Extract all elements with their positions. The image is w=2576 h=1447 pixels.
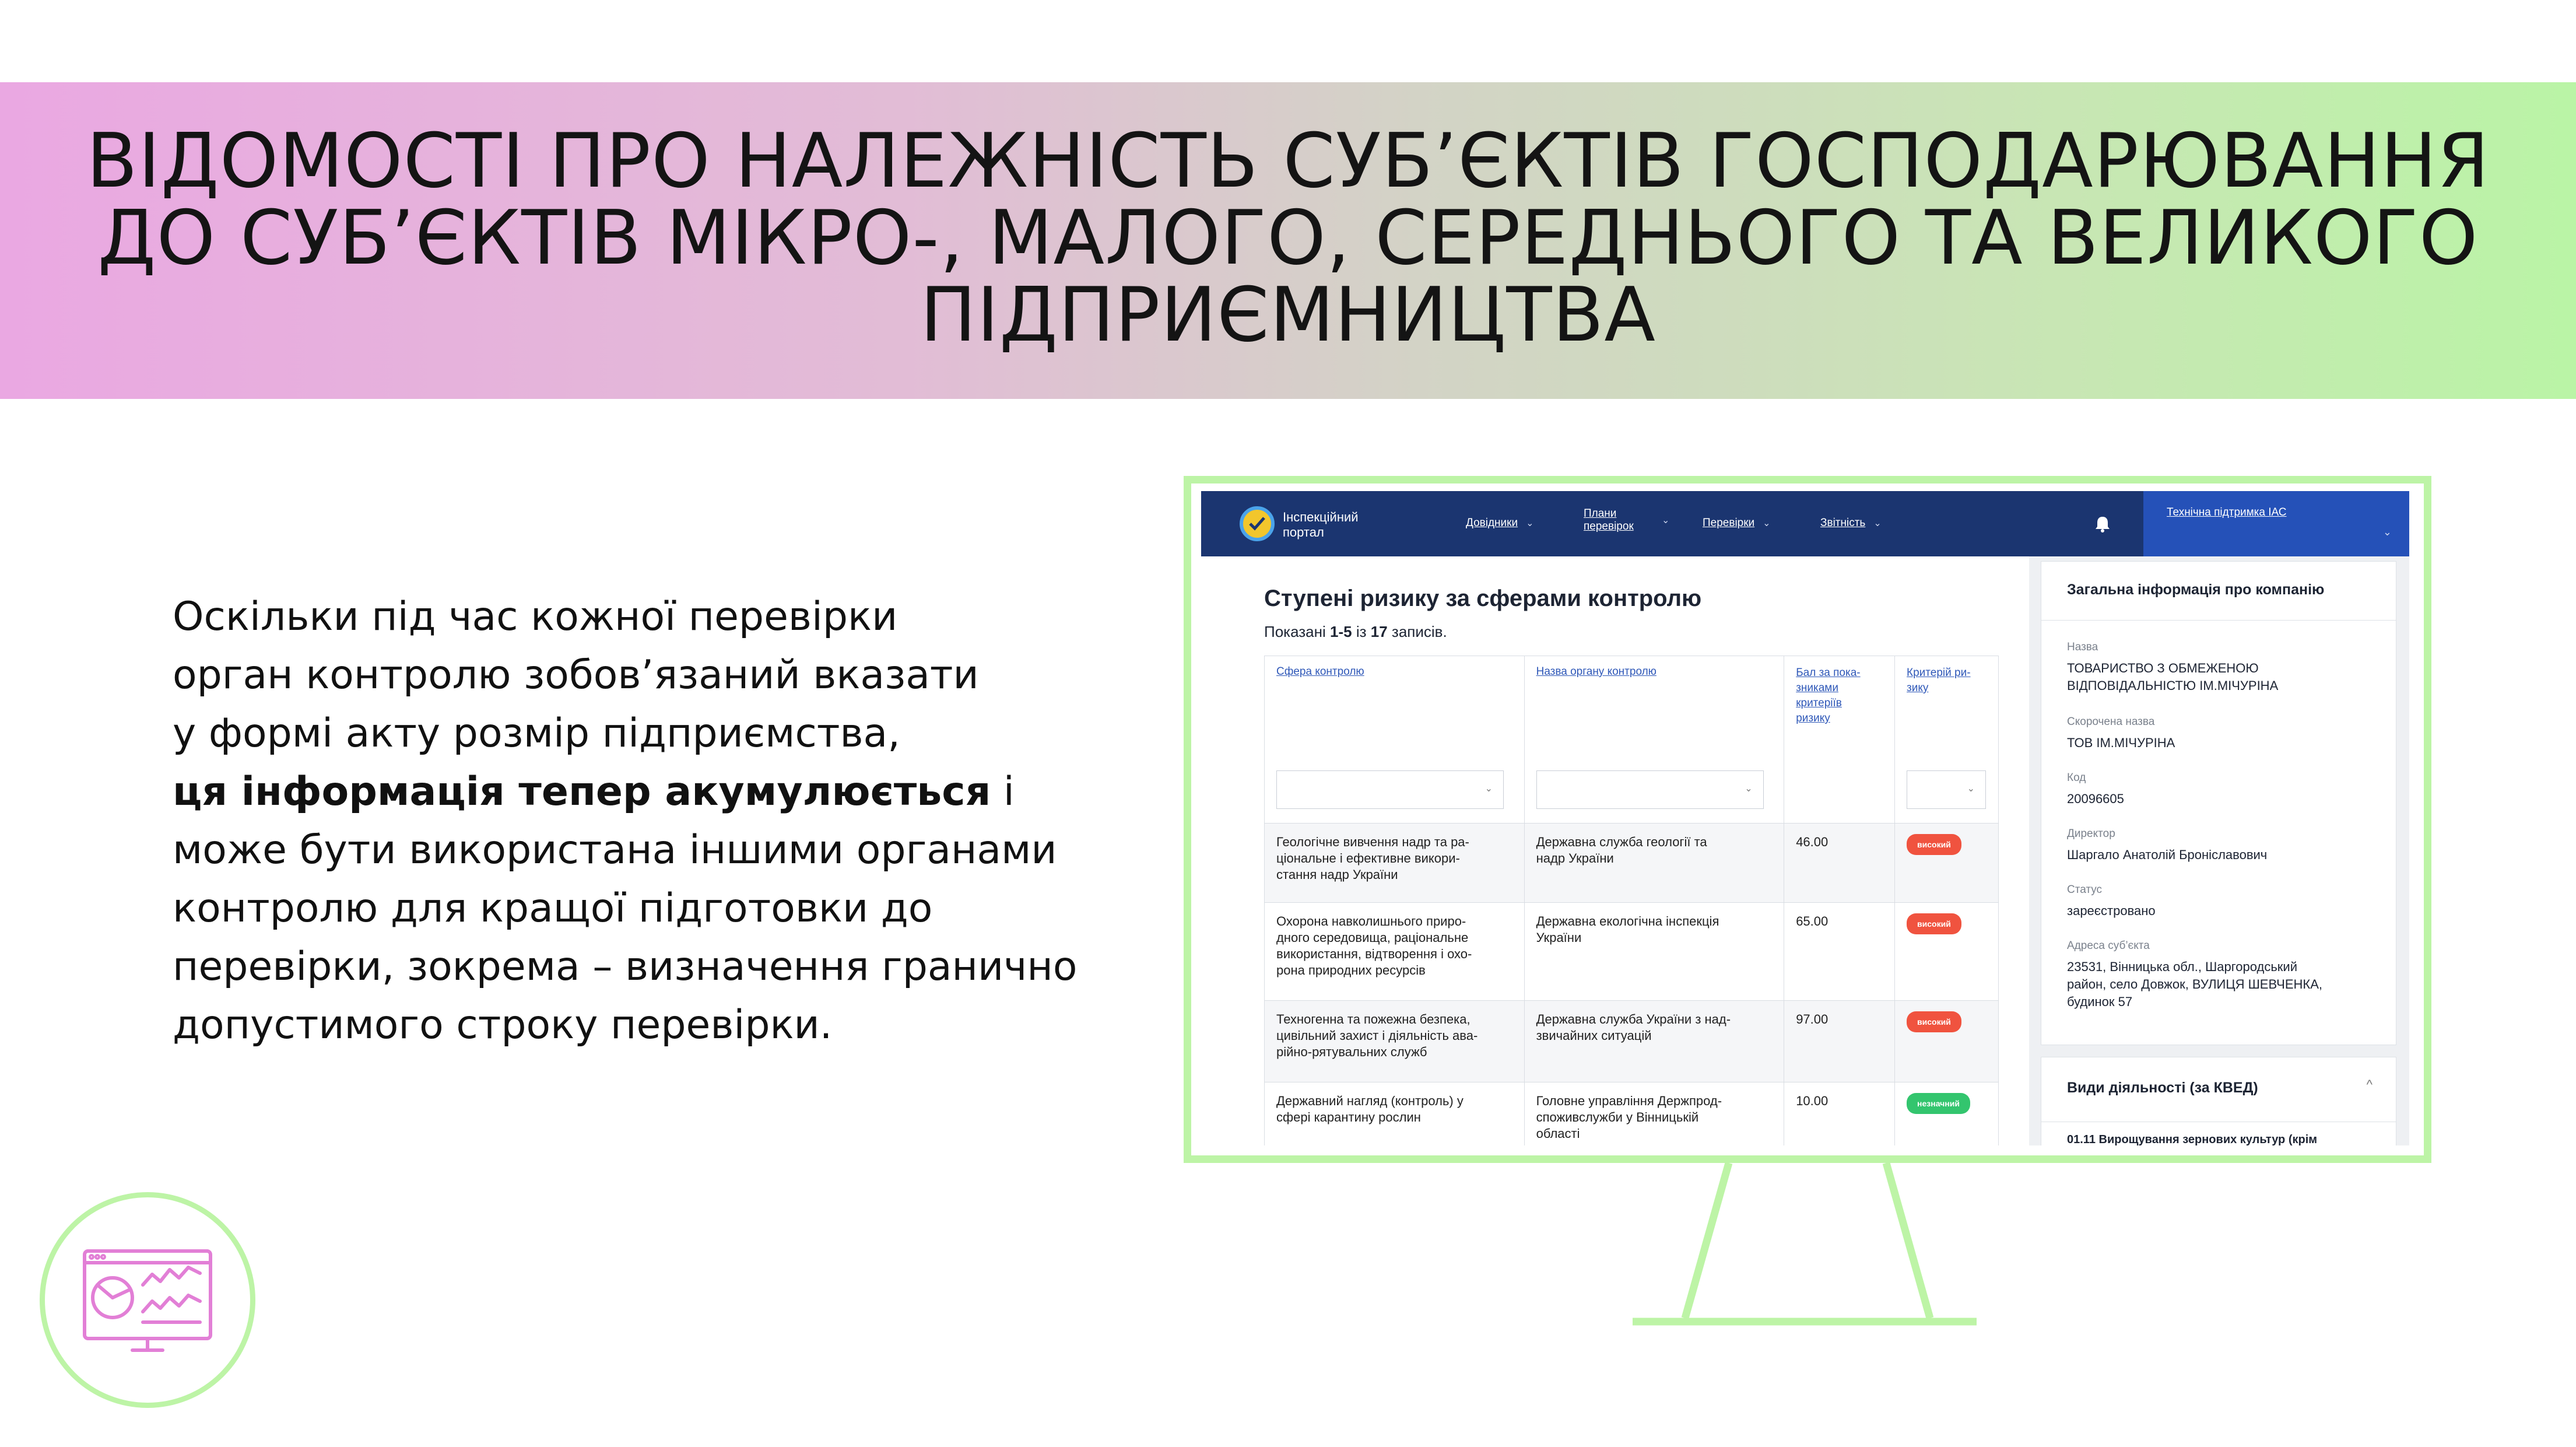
cell-risk: [1895, 1082, 1999, 1146]
section-heading: Ступені ризику за сферами контролю: [1264, 586, 1702, 611]
card-heading: Загальна інформація про компанію: [2067, 581, 2325, 598]
table-row[interactable]: [1265, 824, 1999, 903]
nav-item-perevirky[interactable]: [1703, 517, 1771, 530]
logo-line: портал: [1283, 525, 1324, 539]
cell-sphere: Геологічне вивчення надр та ра- ціональне і ефективне викори- стання надр України: [1265, 824, 1525, 903]
card-heading[interactable]: Види діяльності (за КВЕД): [2067, 1080, 2258, 1096]
cell-sphere: Техногенна та пожежна безпека, цивільний захист і діяльність ава- рійно-рятувальних служб: [1265, 1001, 1525, 1082]
cell-risk: [1895, 824, 1999, 903]
title-banner: [0, 82, 2576, 399]
portal-screenshot: [1201, 491, 2409, 1145]
risk-table-panel: [1201, 556, 2029, 1145]
company-short-name: ТОВ ІМ.МІЧУРІНА: [2067, 735, 2175, 750]
checkmark-logo-icon: [1240, 506, 1275, 541]
field-label: Директор: [2067, 828, 2115, 840]
column-header-score[interactable]: [1784, 656, 1895, 824]
cell-risk: [1895, 903, 1999, 1001]
header-label[interactable]: Назва органу контролю: [1536, 665, 1656, 678]
risk-filter-select[interactable]: [1907, 770, 1986, 809]
risk-badge: високий: [1907, 834, 1961, 855]
top-navbar: [1201, 491, 2409, 556]
risk-badge: високий: [1907, 913, 1961, 934]
cell-organ: Головне управління Держпрод- споживслужби у Вінницькій області: [1524, 1082, 1784, 1146]
records-total: 17: [1370, 623, 1388, 640]
chevron-down-icon[interactable]: ⌄: [2382, 526, 2392, 538]
risk-badge: незначний: [1907, 1093, 1970, 1114]
company-status: зареєстровано: [2067, 903, 2156, 918]
field-label: Назва: [2067, 641, 2098, 653]
column-header-organ[interactable]: [1524, 656, 1784, 824]
text-line: Оскільки під час кожної перевірки: [173, 594, 898, 640]
monitor-analytics-icon: [40, 1192, 255, 1408]
text-fragment: записів.: [1387, 623, 1447, 640]
support-panel: [2143, 491, 2409, 556]
nav-item-dovidnyky[interactable]: [1466, 517, 1534, 530]
title-line: ПІДПРИЄМНИЦТВА: [920, 272, 1656, 359]
title-line: ВІДОМОСТІ ПРО НАЛЕЖНІСТЬ СУБ’ЄКТІВ ГОСПОДАРЮВАННЯ: [86, 118, 2490, 205]
header-label[interactable]: Бал за пока- зниками критеріїв ризику: [1796, 667, 1861, 724]
company-name: ТОВАРИСТВО З ОБМЕЖЕНОЮ ВІДПОВІДАЛЬНІСТЮ ІМ.МІЧУРІНА: [2067, 661, 2279, 693]
company-code: 20096605: [2067, 791, 2124, 806]
chevron-down-icon: ⌄: [1967, 784, 1975, 794]
activity-item: 01.11 Вирощування зернових культур (крім: [2067, 1133, 2318, 1145]
chevron-down-icon: ⌄: [1763, 518, 1771, 528]
cell-risk: [1895, 1001, 1999, 1082]
nav-label: Довідники: [1466, 517, 1518, 529]
table-row[interactable]: [1265, 1082, 1999, 1146]
nav-label: перевірок: [1584, 520, 1634, 532]
header-label[interactable]: Критерій ри- зику: [1907, 667, 1971, 694]
page-title: [0, 118, 2576, 359]
chevron-down-icon: ⌄: [1873, 518, 1882, 528]
sphere-filter-select[interactable]: [1276, 770, 1504, 809]
description-text: [173, 588, 1164, 1054]
text-line: перевірки, зокрема – визначення гранично: [173, 944, 1078, 990]
text-line: контролю для кращої підготовки до: [173, 885, 933, 931]
cell-organ: Державна служба України з над- звичайних ситуацій: [1524, 1001, 1784, 1082]
cell-sphere: Державний нагляд (контроль) у сфері карантину рослин: [1265, 1082, 1525, 1146]
company-card: [2041, 561, 2396, 1045]
text-line: у формі акту розмір підприємства,: [173, 710, 900, 756]
chevron-down-icon: ⌄: [1526, 518, 1534, 528]
chevron-down-icon: ⌄: [1484, 784, 1493, 794]
text-line: допустимого строку перевірки.: [173, 1002, 833, 1048]
records-range: 1-5: [1330, 623, 1352, 640]
chevron-up-icon[interactable]: ^: [2366, 1077, 2373, 1092]
column-header-sphere[interactable]: [1265, 656, 1525, 824]
text-line: може бути використана іншими органами: [173, 827, 1057, 873]
cell-score: 10.00: [1784, 1082, 1895, 1146]
risk-table: [1264, 656, 1999, 1145]
field-label: Статус: [2067, 884, 2103, 896]
emphasis-text: ця інформація тепер акумулюється: [173, 769, 991, 815]
activities-card[interactable]: [2041, 1057, 2396, 1145]
text-line: орган контролю зобов’язаний вказати: [173, 652, 979, 698]
cell-organ: Державна служба геології та надр України: [1524, 824, 1784, 903]
cell-sphere: Охорона навколишнього приро- дного середовища, раціональне використання, відтворення і охо- рона природних ресурсів: [1265, 903, 1525, 1001]
nav-item-zvitnist[interactable]: [1820, 517, 1882, 530]
text-line: [173, 763, 1164, 821]
portal-logo-text[interactable]: [1283, 510, 1359, 540]
records-count: [1264, 623, 1447, 641]
company-info-panel: [2041, 561, 2396, 1145]
nav-label: Перевірки: [1703, 517, 1755, 529]
divider: [2041, 620, 2396, 621]
table-row[interactable]: [1265, 903, 1999, 1001]
bell-icon[interactable]: [2091, 512, 2114, 535]
risk-badge: високий: [1907, 1011, 1961, 1032]
cell-score: 46.00: [1784, 824, 1895, 903]
text-fragment: із: [1352, 623, 1371, 640]
monitor-stand: [1633, 1163, 1982, 1338]
text-fragment: і: [991, 769, 1015, 815]
cell-score: 97.00: [1784, 1001, 1895, 1082]
field-label: Код: [2067, 772, 2086, 784]
company-director: Шаргало Анатолій Броніславович: [2067, 847, 2268, 862]
column-header-risk[interactable]: [1895, 656, 1999, 824]
chevron-down-icon: ⌄: [1662, 516, 1670, 525]
nav-label: Звітність: [1820, 517, 1866, 529]
chevron-down-icon: ⌄: [1745, 784, 1753, 794]
company-address: 23531, Вінницька обл., Шаргородський район, село Довжок, ВУЛИЦЯ ШЕВЧЕНКА, будинок 57: [2067, 959, 2322, 1009]
support-link[interactable]: Технічна підтримка ІАС: [2167, 506, 2287, 518]
text-fragment: Показані: [1264, 623, 1331, 640]
field-label: Адреса суб’єкта: [2067, 940, 2150, 952]
cell-organ: Державна екологічна інспекція України: [1524, 903, 1784, 1001]
nav-item-plany[interactable]: [1584, 507, 1670, 533]
table-row[interactable]: [1265, 1001, 1999, 1082]
organ-filter-select[interactable]: [1536, 770, 1764, 809]
header-label[interactable]: Сфера контролю: [1276, 665, 1364, 678]
logo-line: Інспекційний: [1283, 510, 1359, 524]
title-line: ДО СУБ’ЄКТІВ МІКРО-, МАЛОГО, СЕРЕДНЬОГО ТА ВЕЛИКОГО: [97, 195, 2479, 282]
cell-score: 65.00: [1784, 903, 1895, 1001]
field-label: Скорочена назва: [2067, 716, 2155, 728]
nav-label: Плани: [1584, 507, 1617, 520]
